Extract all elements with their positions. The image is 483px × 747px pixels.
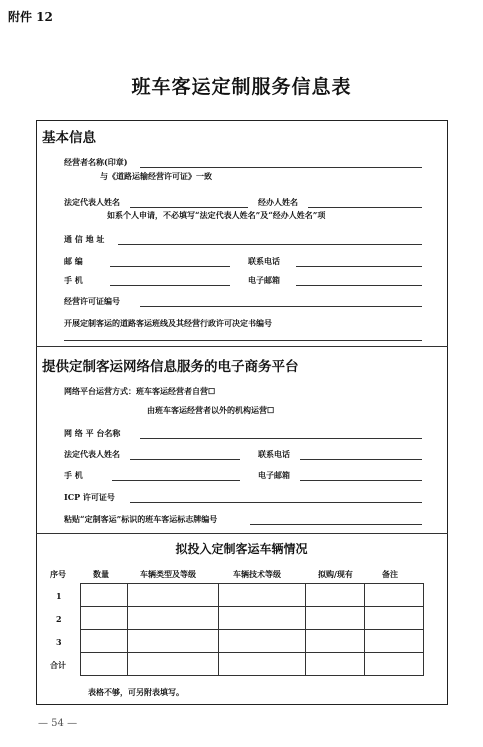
platform-name-label: 网 络 平 台名称: [64, 428, 121, 438]
table-cell[interactable]: [306, 607, 365, 630]
email-field[interactable]: [296, 285, 422, 286]
platform-legal-rep-label: 法定代表人姓名: [64, 449, 120, 459]
table-cell[interactable]: [306, 630, 365, 653]
platform-email-label: 电子邮箱: [258, 470, 290, 480]
mobile-label: 手 机: [64, 275, 83, 285]
table-cell[interactable]: [128, 584, 219, 607]
platform-heading: 提供定制客运网络信息服务的电子商务平台: [42, 359, 299, 375]
section-divider: [36, 533, 448, 534]
table-cell[interactable]: [128, 653, 219, 676]
operator-name-field[interactable]: [140, 167, 422, 168]
table-cell[interactable]: [306, 653, 365, 676]
operation-mode-label: [64, 386, 215, 397]
legal-rep-field[interactable]: [130, 207, 248, 208]
legal-rep-label: 法定代表人姓名: [64, 197, 120, 207]
table-cell[interactable]: [81, 630, 128, 653]
table-cell[interactable]: [306, 584, 365, 607]
license-field[interactable]: [140, 306, 422, 307]
row-label: 2: [56, 614, 62, 624]
person-note: 如系个人申请，不必填写“法定代表人姓名”及“经办人姓名”项: [107, 210, 326, 220]
table-cell[interactable]: [219, 630, 306, 653]
row-label: 1: [56, 591, 62, 601]
table-note: 表格不够，可另附表填写。: [88, 687, 184, 697]
postal-field[interactable]: [110, 266, 230, 267]
phone-label: 联系电话: [248, 256, 280, 266]
row-label-total: 合计: [50, 660, 66, 670]
address-field[interactable]: [118, 244, 422, 245]
vehicles-heading: 拟投入定制客运车辆情况: [175, 542, 308, 556]
third-party-checkbox[interactable]: ☐: [267, 405, 275, 415]
table-cell[interactable]: [219, 653, 306, 676]
col-header-remark: 备注: [382, 569, 398, 579]
platform-email-field[interactable]: [300, 480, 422, 481]
icp-field[interactable]: [130, 502, 422, 503]
platform-mobile-field[interactable]: [112, 480, 240, 481]
table-cell[interactable]: [365, 653, 424, 676]
table-row: [81, 607, 424, 630]
operation-mode-text: 网络平台运营方式：班车客运经营者自营: [64, 386, 208, 396]
table-cell[interactable]: [81, 653, 128, 676]
col-header-seq: 序号: [50, 569, 66, 579]
operator-name-label: 经营者名称(印章): [64, 157, 128, 167]
col-header-qty: 数量: [93, 569, 109, 579]
self-operated-checkbox[interactable]: ☐: [208, 386, 216, 396]
operator-name-note: 与《道路运输经营许可证》一致: [100, 171, 212, 181]
table-row: [81, 630, 424, 653]
platform-mobile-label: 手 机: [64, 470, 83, 480]
route-decision-field[interactable]: [64, 340, 422, 341]
form-title: 班车客运定制服务信息表: [131, 76, 352, 98]
platform-name-field[interactable]: [140, 438, 422, 439]
attachment-label: 附件 12: [8, 10, 53, 24]
phone-field[interactable]: [296, 266, 422, 267]
table-cell[interactable]: [128, 607, 219, 630]
license-label: 经营许可证编号: [64, 296, 120, 306]
sign-no-field[interactable]: [250, 524, 422, 525]
page-number: — 54 —: [38, 718, 78, 729]
row-label: 3: [56, 637, 62, 647]
table-cell[interactable]: [365, 607, 424, 630]
agent-field[interactable]: [308, 207, 422, 208]
email-label: 电子邮箱: [248, 275, 280, 285]
table-row: [81, 584, 424, 607]
table-row: [81, 653, 424, 676]
basic-info-heading: 基本信息: [42, 130, 96, 146]
table-cell[interactable]: [128, 630, 219, 653]
col-header-status: 拟购/现有: [318, 569, 353, 579]
table-cell[interactable]: [81, 584, 128, 607]
table-cell[interactable]: [365, 584, 424, 607]
sign-no-label: 粘贴“定制客运”标识的班车客运标志牌编号: [64, 514, 218, 524]
mobile-field[interactable]: [110, 285, 230, 286]
platform-phone-label: 联系电话: [258, 449, 290, 459]
table-cell[interactable]: [365, 630, 424, 653]
icp-label: ICP 许可证号: [64, 492, 115, 502]
table-cell[interactable]: [219, 584, 306, 607]
address-label: 通 信 地 址: [64, 234, 105, 244]
table-cell[interactable]: [219, 607, 306, 630]
section-divider: [36, 346, 448, 347]
col-header-type: 车辆类型及等级: [140, 569, 196, 579]
platform-phone-field[interactable]: [300, 459, 422, 460]
platform-legal-rep-field[interactable]: [130, 459, 240, 460]
operation-alt-label: [147, 405, 274, 416]
table-cell[interactable]: [81, 607, 128, 630]
agent-label: 经办人姓名: [258, 197, 298, 207]
vehicle-table: [80, 583, 424, 676]
operation-alt-text: 由班车客运经营者以外的机构运营: [147, 405, 267, 415]
col-header-tech: 车辆技术等级: [233, 569, 281, 579]
route-decision-label: 开展定制客运的道路客运班线及其经营行政许可决定书编号: [64, 318, 272, 328]
postal-label: 邮 编: [64, 256, 83, 266]
